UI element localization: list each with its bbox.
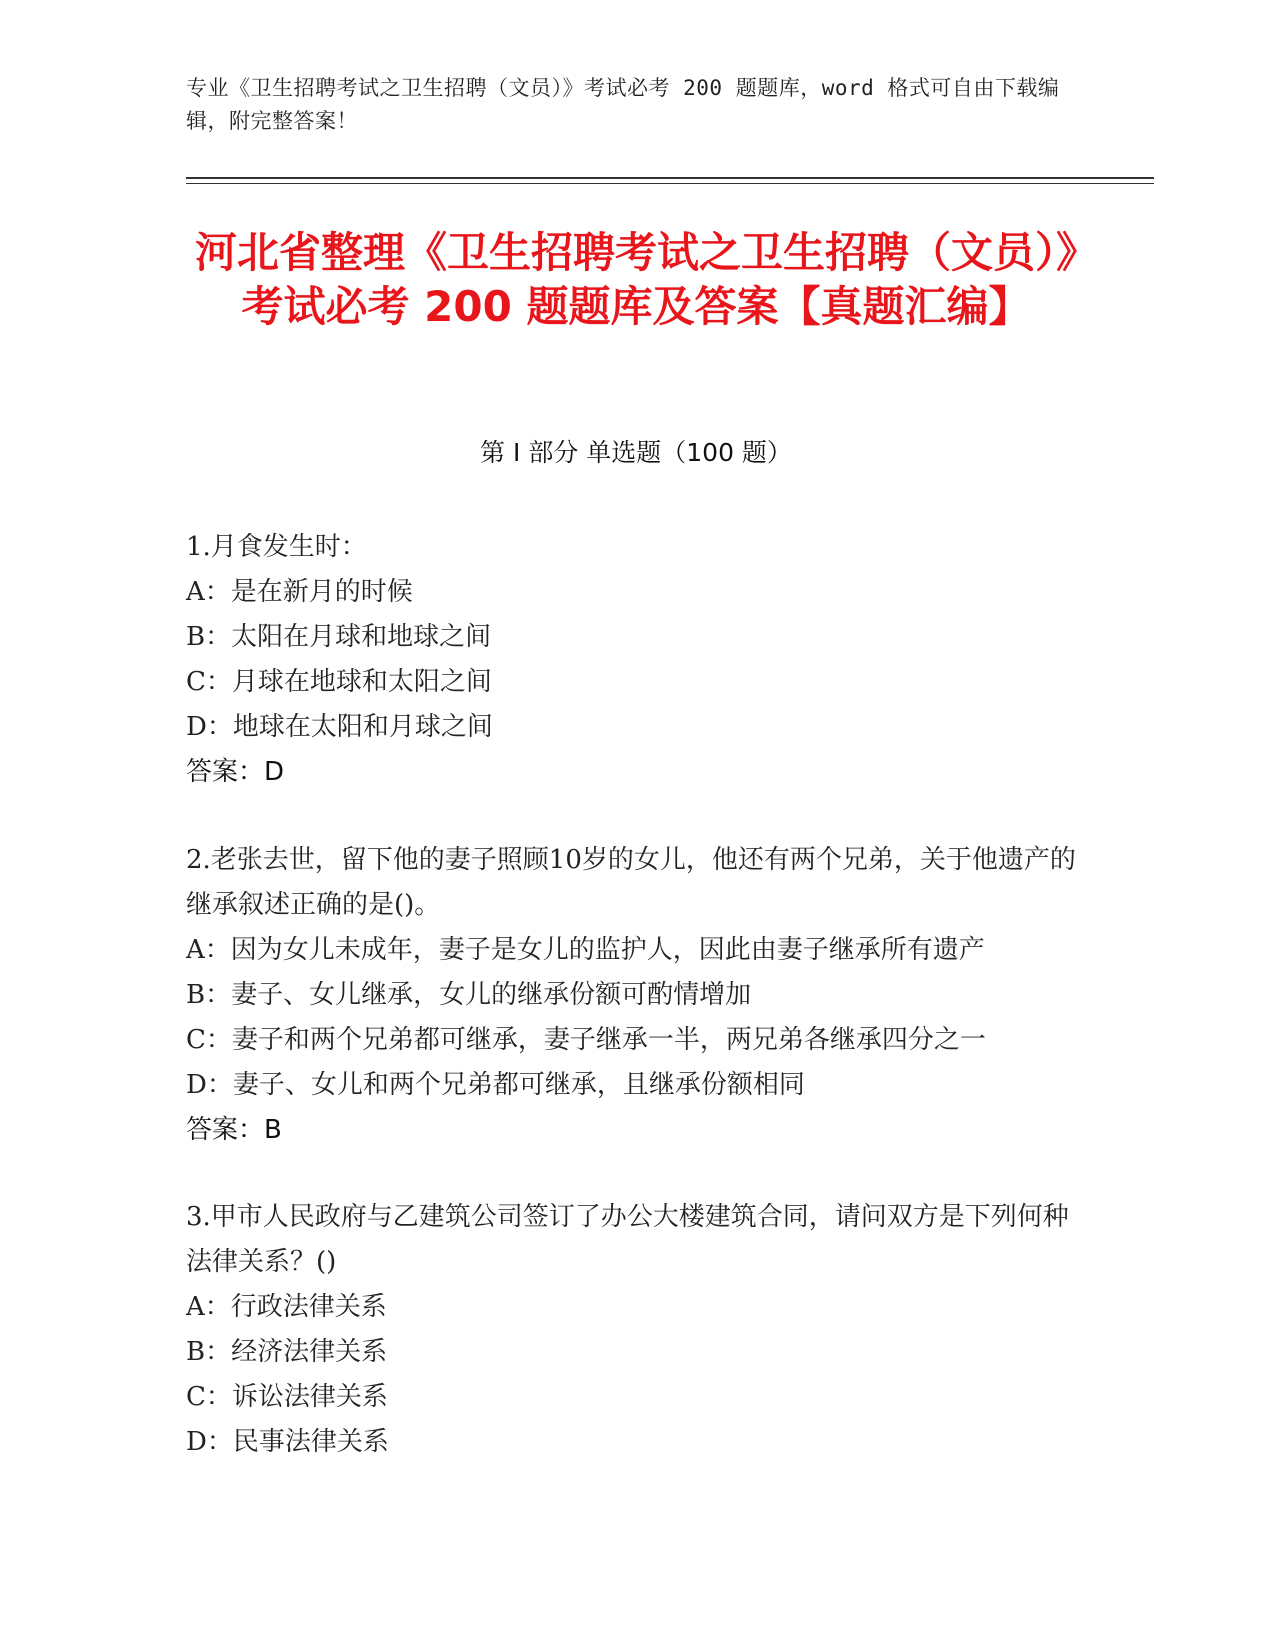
question-stem: 3.甲市人民政府与乙建筑公司签订了办公大楼建筑合同，请问双方是下列何种法律关系？() <box>186 1202 1069 1277</box>
option-c: C：妻子和两个兄弟都可继承，妻子继承一半，两兄弟各继承四分之一 <box>186 1025 986 1055</box>
option-a: A：因为女儿未成年，妻子是女儿的监护人，因此由妻子继承所有遗产 <box>186 935 985 965</box>
option-b: B：太阳在月球和地球之间 <box>186 622 492 652</box>
question-1 <box>186 525 1086 795</box>
question-3 <box>186 1195 1086 1465</box>
header-divider-thick <box>186 177 1154 179</box>
header-note: 专业《卫生招聘考试之卫生招聘（文员）》考试必考 200 题题库，word 格式可自由下载编辑，附完整答案！ <box>186 76 1060 133</box>
option-d: D：妻子、女儿和两个兄弟都可继承，且继承份额相同 <box>186 1070 805 1100</box>
question-stem: 1.月食发生时： <box>186 532 367 562</box>
option-d: D：地球在太阳和月球之间 <box>186 712 493 742</box>
answer: 答案：B <box>186 1115 282 1145</box>
question-2 <box>186 838 1086 1153</box>
option-b: B：妻子、女儿继承，女儿的继承份额可酌情增加 <box>186 980 752 1010</box>
option-c: C：月球在地球和太阳之间 <box>186 667 492 697</box>
option-a: A：是在新月的时候 <box>186 577 413 607</box>
section-heading: 第 I 部分 单选题（100 题） <box>480 438 792 467</box>
option-a: A：行政法律关系 <box>186 1292 387 1322</box>
option-d: D：民事法律关系 <box>186 1427 389 1457</box>
option-b: B：经济法律关系 <box>186 1337 388 1367</box>
header-divider-thin <box>186 183 1154 184</box>
option-c: C：诉讼法律关系 <box>186 1382 388 1412</box>
answer: 答案：D <box>186 757 285 787</box>
question-stem: 2.老张去世，留下他的妻子照顾10岁的女儿，他还有两个兄弟，关于他遗产的继承叙述正确的是()。 <box>186 845 1076 920</box>
document-title: 河北省整理《卫生招聘考试之卫生招聘（文员）》考试必考 200 题题库及答案【真题汇编】 <box>194 228 1077 331</box>
